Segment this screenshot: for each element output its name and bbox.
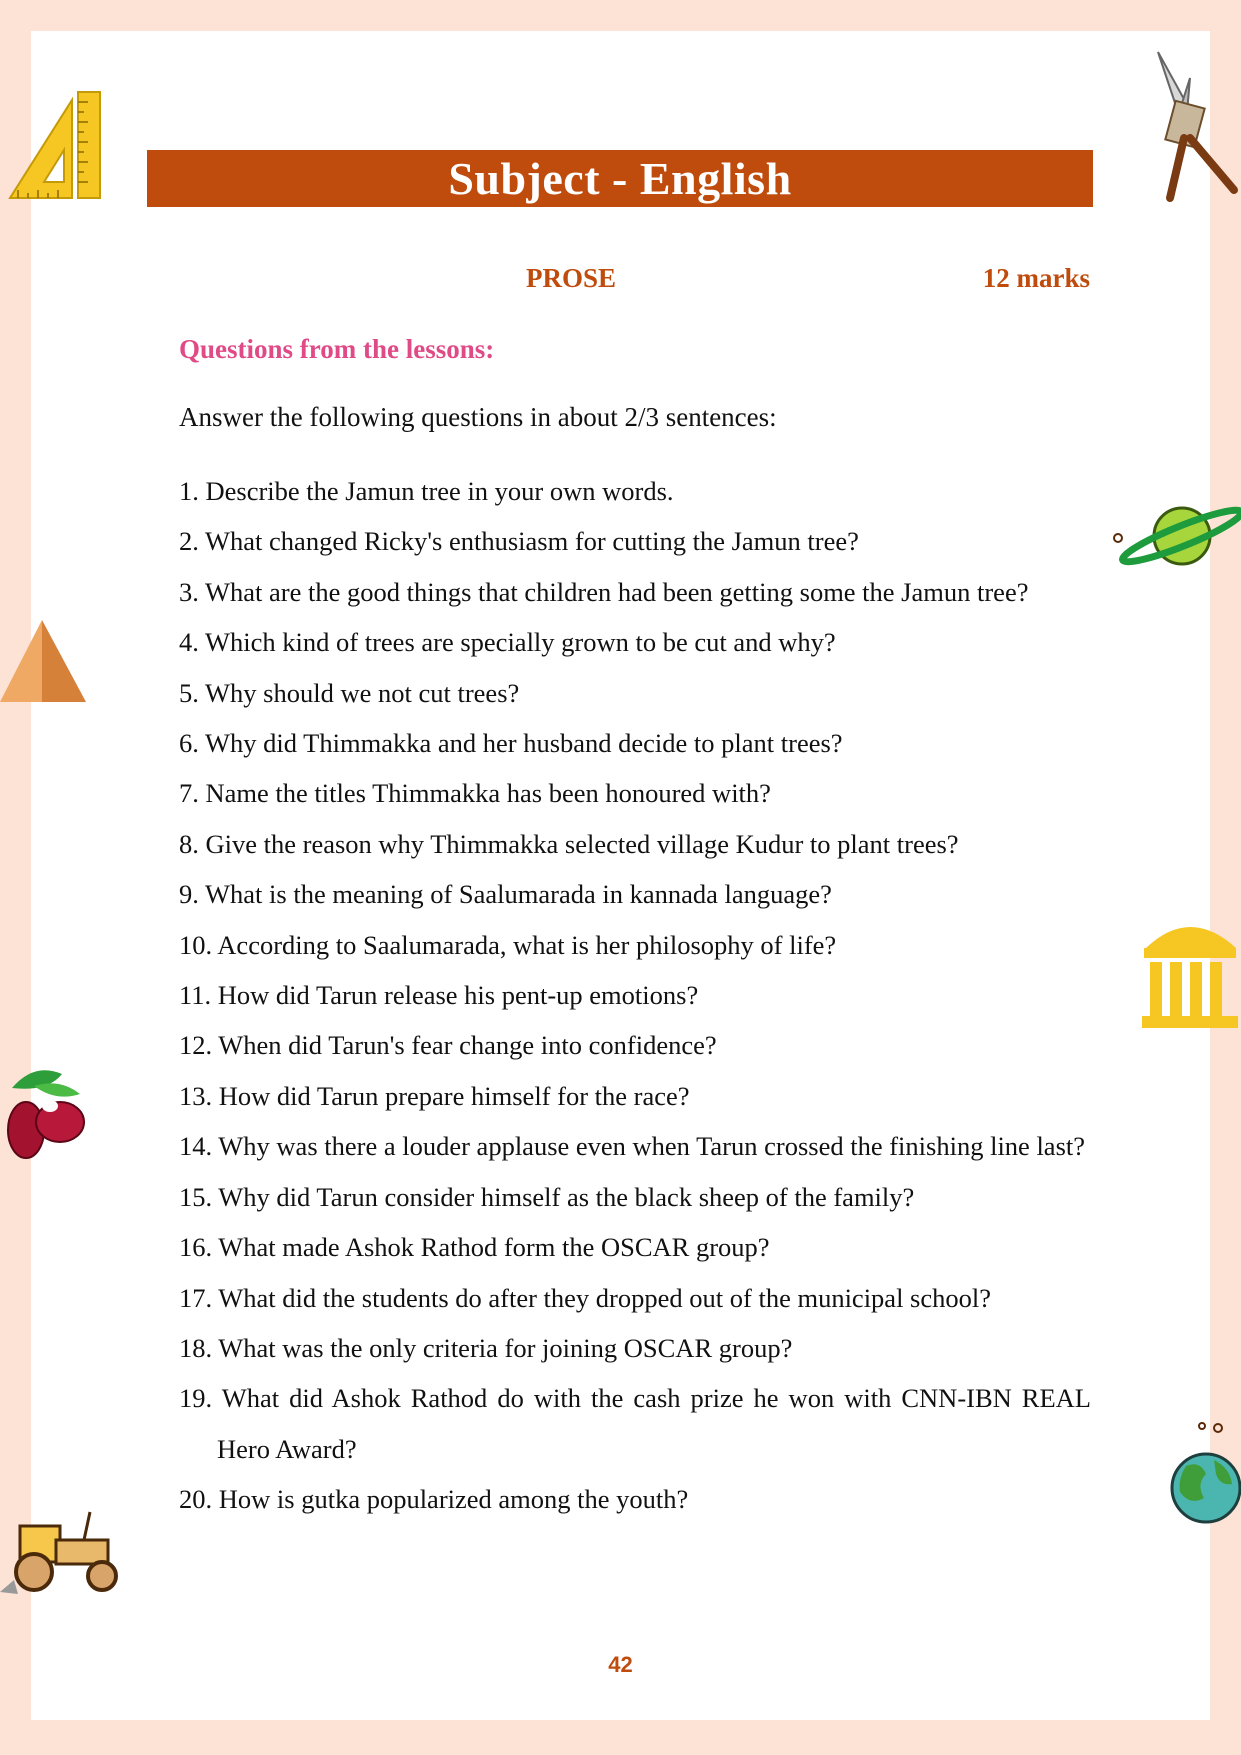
question-text: Give the reason why Thimmakka selected village Kudur to plant trees? [205,828,959,859]
question-number: 15. [179,1181,213,1212]
question-text: Why was there a louder applause even when Tarun crossed the finishing line last? [218,1131,1086,1162]
question-item [179,1071,1091,1121]
question-list [179,466,1091,1525]
question-text: Which kind of trees are specially grown to be cut and why? [205,627,836,658]
question-item [179,1273,1091,1323]
temple-pillars-icon [1140,910,1241,1030]
question-number: 13. [179,1080,213,1111]
question-text: Name the titles Thimmakka has been honoured with? [205,778,771,809]
question-item [179,1373,1091,1474]
question-number: 2. [179,526,199,557]
question-text: How is gutka popularized among the youth? [218,1484,689,1515]
question-number: 19. [179,1383,213,1414]
question-text: What did Ashok Rathod do with the cash prize he won with CNN-IBN REAL Hero Award? [217,1383,1091,1464]
subject-title: Subject - English [448,153,792,204]
pruning-shears-icon [1150,48,1240,204]
section-title: PROSE [526,263,617,293]
question-item [179,466,1091,516]
question-number: 8. [179,828,199,859]
question-item [179,869,1091,919]
question-number: 6. [179,728,199,759]
page-number: 42 [608,1652,633,1677]
question-text: Why did Tarun consider himself as the black sheep of the family? [218,1181,915,1212]
question-text: Describe the Jamun tree in your own words. [205,476,674,506]
question-text: What are the good things that children had been getting some the Jamun tree? [205,576,1029,607]
instruction-text: Answer the following questions in about 2/3 sentences: [179,402,777,432]
pyramid-icon [0,618,86,704]
question-item [179,768,1091,818]
question-number: 11. [179,980,212,1011]
tractor-cart-icon [0,1500,128,1600]
question-text: What is the meaning of Saalumarada in kannada language? [205,879,832,910]
lessons-subheading: Questions from the lessons: [179,334,495,364]
question-item [179,567,1091,617]
question-text: What made Ashok Rathod form the OSCAR group? [218,1232,770,1263]
question-number: 3. [179,576,199,607]
question-item [179,668,1091,718]
question-number: 10. [179,929,213,960]
question-text: What was the only criteria for joining OSCAR group? [218,1332,793,1363]
question-item [179,516,1091,566]
question-text: What did the students do after they dropped out of the municipal school? [218,1282,991,1313]
question-item [179,970,1091,1020]
subject-banner [147,150,1093,207]
question-text: What changed Ricky's enthusiasm for cutting the Jamun tree? [205,526,859,557]
question-text: When did Tarun's fear change into confidence? [218,1030,717,1061]
question-item [179,1474,1091,1524]
question-item [179,1121,1091,1171]
section-marks: 12 marks [982,263,1090,293]
question-item [179,1020,1091,1070]
question-number: 1. [179,476,199,506]
question-number: 5. [179,677,199,708]
question-item [179,617,1091,667]
question-text: Why should we not cut trees? [205,677,520,708]
planet-saturn-icon [1110,498,1241,570]
question-item [179,718,1091,768]
question-item [179,1172,1091,1222]
question-number: 16. [179,1232,213,1263]
question-item [179,1222,1091,1272]
question-item [179,1323,1091,1373]
question-item [179,819,1091,869]
question-number: 14. [179,1131,213,1162]
question-number: 9. [179,879,199,910]
question-item [179,920,1091,970]
question-number: 4. [179,627,199,658]
jamun-fruit-icon [4,1058,88,1164]
question-number: 17. [179,1282,213,1313]
question-number: 20. [179,1484,213,1515]
question-text: According to Saalumarada, what is her philosophy of life? [217,929,837,960]
question-number: 12. [179,1030,213,1061]
question-number: 18. [179,1332,213,1363]
question-text: Why did Thimmakka and her husband decide to plant trees? [205,728,843,759]
question-number: 7. [179,778,199,809]
globe-icon [1166,1420,1241,1528]
question-text: How did Tarun prepare himself for the race? [218,1080,690,1111]
question-text: How did Tarun release his pent-up emotions? [217,980,699,1011]
set-square-ruler-icon [4,90,102,202]
